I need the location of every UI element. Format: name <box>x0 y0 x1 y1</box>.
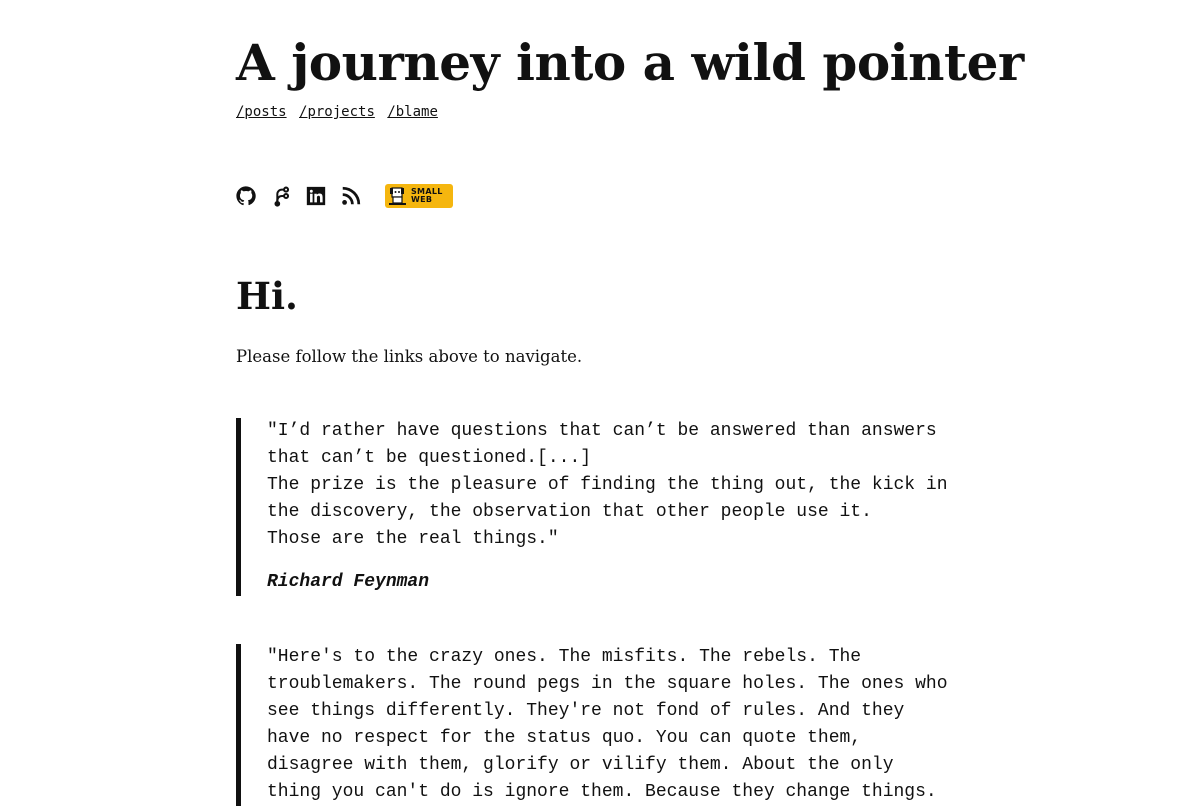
quote-line: The prize is the pleasure of finding the thing out, the kick in <box>267 475 948 495</box>
quote-author: Richard Feynman <box>267 572 430 592</box>
badge-line-1: SMALL <box>411 187 443 196</box>
quote-line: see things differently. They're not fond of rules. And they <box>267 701 905 721</box>
quote-line: "Here's to the crazy ones. The misfits. The rebels. The <box>267 647 862 667</box>
quote-line: Those are the real things." <box>267 529 559 549</box>
small-web-badge[interactable] <box>385 184 453 208</box>
quote-crazy-ones <box>236 644 948 806</box>
site-title[interactable]: A journey into a wild pointer <box>236 33 1024 92</box>
quote-line: disagree with them, glorify or vilify them. About the only <box>267 755 894 775</box>
quote-line: the discovery, the observation that other people use it. <box>267 502 872 522</box>
quote-line: that can’t be questioned.[...] <box>267 448 592 468</box>
quote-line: "I’d rather have questions that can’t be answered than answers <box>267 421 937 441</box>
social-links <box>235 184 453 208</box>
nav-link-projects[interactable]: /projects <box>299 104 375 120</box>
forgejo-icon[interactable] <box>270 185 292 207</box>
intro-text: Please follow the links above to navigate. <box>236 347 583 366</box>
nav-link-blame[interactable]: /blame <box>387 104 438 120</box>
quote-line: have no respect for the status quo. You can quote them, <box>267 728 862 748</box>
small-web-badge-text <box>411 188 443 204</box>
nav-link-posts[interactable]: /posts <box>236 104 287 120</box>
greeting-heading: Hi. <box>236 274 298 318</box>
dog-icon <box>388 186 408 206</box>
main-nav <box>236 104 442 120</box>
linkedin-icon[interactable] <box>305 185 327 207</box>
badge-line-2: WEB <box>411 195 433 204</box>
quote-feynman <box>236 418 948 596</box>
rss-icon[interactable] <box>340 185 362 207</box>
quote-line: thing you can't do is ignore them. Because they change things. <box>267 782 937 802</box>
quote-line: troublemakers. The round pegs in the square holes. The ones who <box>267 674 948 694</box>
github-icon[interactable] <box>235 185 257 207</box>
